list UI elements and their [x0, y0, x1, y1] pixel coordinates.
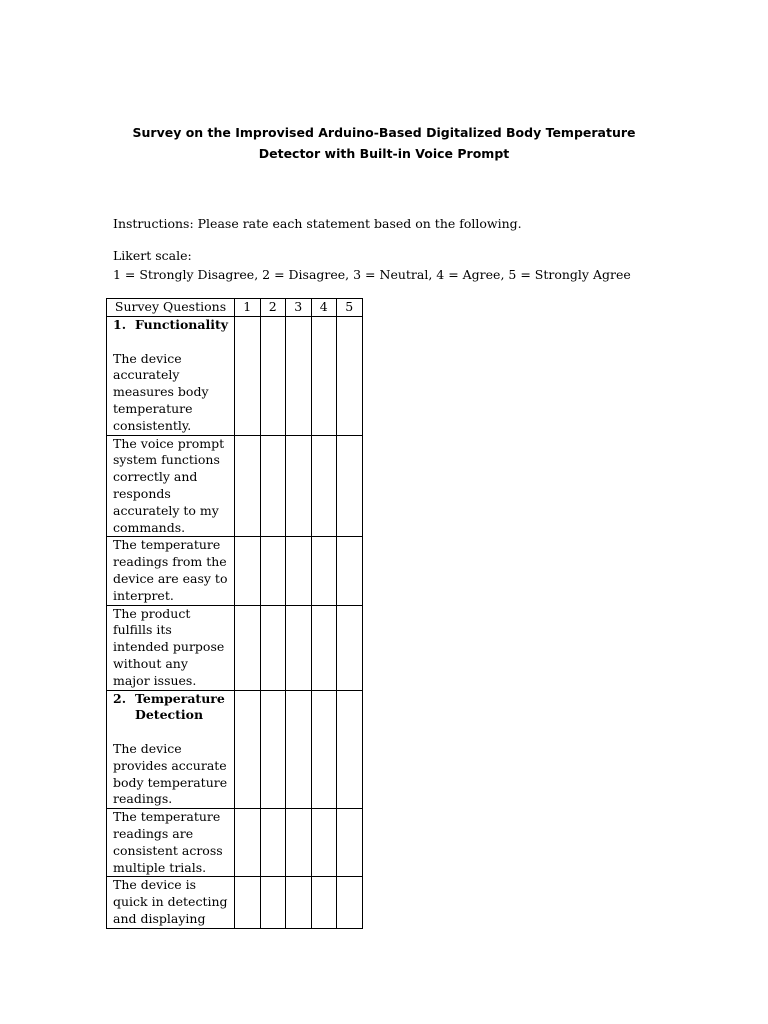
rating-cell-3[interactable]	[286, 605, 312, 690]
question-text: The device accurately measures body temperature consistently.	[113, 350, 209, 433]
rating-cell-1[interactable]	[235, 809, 261, 877]
header-rating-5: 5	[337, 299, 363, 317]
rating-cell-3[interactable]	[286, 690, 312, 809]
rating-cell-4[interactable]	[311, 877, 337, 928]
section-name: Temperature Detection	[135, 690, 225, 723]
rating-cell-1[interactable]	[235, 537, 261, 605]
header-rating-2: 2	[260, 299, 286, 317]
question-text: The device provides accurate body temperature readings.	[113, 740, 228, 807]
rating-cell-4[interactable]	[311, 317, 337, 436]
rating-cell-1[interactable]	[235, 435, 261, 537]
rating-cell-2[interactable]	[260, 809, 286, 877]
survey-table	[106, 298, 363, 929]
rating-cell-5[interactable]	[337, 435, 363, 537]
rating-cell-5[interactable]	[337, 877, 363, 928]
table-row	[107, 809, 363, 877]
rating-cell-1[interactable]	[235, 317, 261, 436]
header-rating-3: 3	[286, 299, 312, 317]
rating-cell-5[interactable]	[337, 690, 363, 809]
question-cell	[107, 537, 235, 605]
likert-scale-text: 1 = Strongly Disagree, 2 = Disagree, 3 = Neutral, 4 = Agree, 5 = Strongly Agree	[113, 267, 631, 282]
table-row	[107, 317, 363, 436]
question-cell	[107, 605, 235, 690]
header-rating-4: 4	[311, 299, 337, 317]
section-heading	[113, 317, 228, 351]
table-row	[107, 435, 363, 537]
question-text: The product fulfills its intended purpose without any major issues.	[113, 605, 225, 688]
rating-cell-1[interactable]	[235, 605, 261, 690]
question-cell	[107, 317, 235, 436]
section-heading	[113, 691, 228, 741]
rating-cell-1[interactable]	[235, 877, 261, 928]
rating-cell-4[interactable]	[311, 605, 337, 690]
rating-cell-3[interactable]	[286, 809, 312, 877]
rating-cell-4[interactable]	[311, 809, 337, 877]
rating-cell-5[interactable]	[337, 809, 363, 877]
question-text: The temperature readings are consistent across multiple trials.	[113, 809, 223, 875]
question-text: The temperature readings from the device are easy to interpret.	[113, 537, 228, 603]
table-row	[107, 877, 363, 928]
rating-cell-4[interactable]	[311, 537, 337, 605]
question-cell	[107, 435, 235, 537]
survey-title: Survey on the Improvised Arduino-Based Digitalized Body Temperature Detector with Built-in Voice Prompt	[132, 125, 636, 161]
table-row	[107, 537, 363, 605]
header-survey-questions: Survey Questions	[107, 299, 235, 317]
rating-cell-3[interactable]	[286, 537, 312, 605]
rating-cell-2[interactable]	[260, 690, 286, 809]
section-name: Functionality	[135, 317, 229, 332]
table-header-row	[107, 299, 363, 317]
rating-cell-3[interactable]	[286, 877, 312, 928]
rating-cell-2[interactable]	[260, 317, 286, 436]
rating-cell-2[interactable]	[260, 435, 286, 537]
rating-cell-1[interactable]	[235, 690, 261, 809]
rating-cell-5[interactable]	[337, 537, 363, 605]
table-row	[107, 690, 363, 809]
rating-cell-2[interactable]	[260, 877, 286, 928]
table-row	[107, 605, 363, 690]
question-cell	[107, 877, 235, 928]
question-cell	[107, 690, 235, 809]
rating-cell-4[interactable]	[311, 435, 337, 537]
section-number: 2.	[113, 690, 127, 706]
likert-heading: Likert scale:	[113, 248, 192, 263]
question-cell	[107, 809, 235, 877]
header-rating-1: 1	[235, 299, 261, 317]
instructions-text: Instructions: Please rate each statement based on the following.	[113, 216, 522, 231]
rating-cell-5[interactable]	[337, 605, 363, 690]
question-text: The voice prompt system functions correctly and responds accurately to my commands.	[113, 435, 225, 535]
rating-cell-2[interactable]	[260, 537, 286, 605]
rating-cell-2[interactable]	[260, 605, 286, 690]
rating-cell-5[interactable]	[337, 317, 363, 436]
section-number: 1.	[113, 317, 127, 332]
rating-cell-3[interactable]	[286, 317, 312, 436]
question-text: The device is quick in detecting and displaying	[113, 877, 228, 926]
rating-cell-4[interactable]	[311, 690, 337, 809]
rating-cell-3[interactable]	[286, 435, 312, 537]
